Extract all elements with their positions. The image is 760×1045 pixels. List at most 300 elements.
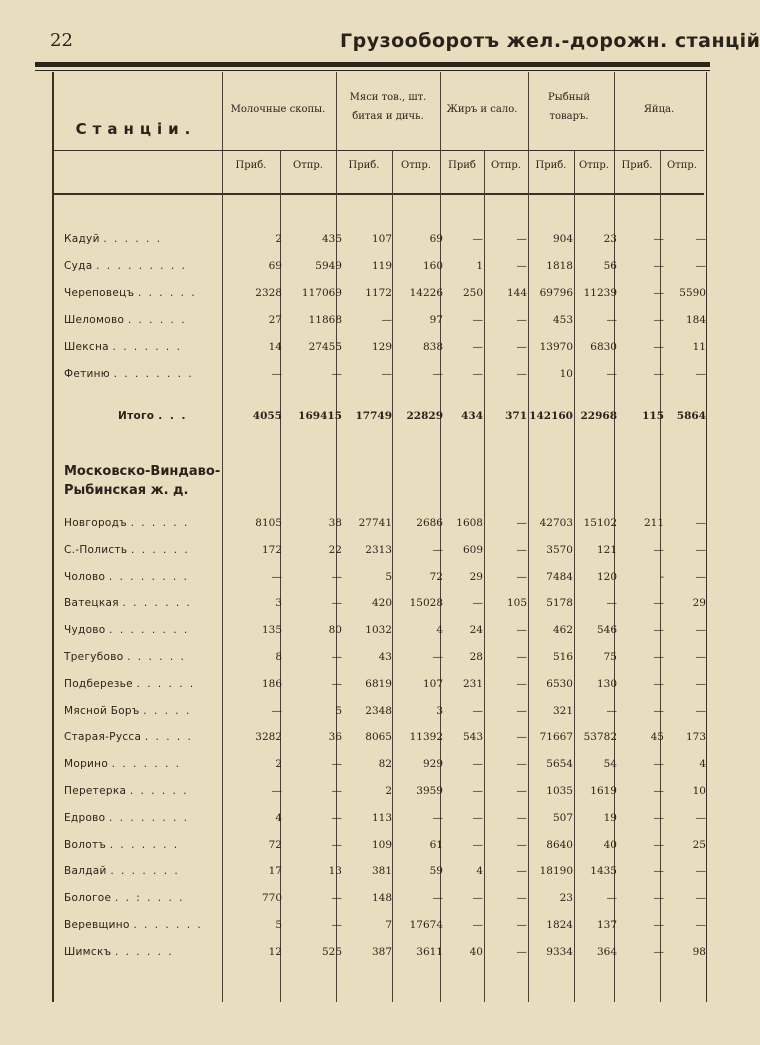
value-cell: 18190 xyxy=(539,865,573,878)
value-cell: — xyxy=(331,919,342,931)
value-cell: 56 xyxy=(603,260,617,272)
header-fish: Рыбный товаръ. xyxy=(548,92,590,122)
station-name xyxy=(64,233,162,245)
value-cell: 3611 xyxy=(416,945,443,958)
value-cell: 137 xyxy=(596,919,617,931)
station-name xyxy=(64,597,192,609)
value-cell: — xyxy=(653,341,664,353)
value-cell: — xyxy=(606,368,617,380)
station-name xyxy=(64,287,197,299)
column-divider xyxy=(440,72,441,1002)
value-cell: — xyxy=(653,677,664,690)
value-cell: 82 xyxy=(378,758,392,771)
station-name xyxy=(64,544,190,556)
value-cell: 929 xyxy=(422,758,443,771)
value-cell: — xyxy=(331,368,342,380)
value-cell: — xyxy=(653,838,664,851)
value-cell: — xyxy=(695,677,706,690)
value-cell: — xyxy=(472,314,483,326)
value-cell: 462 xyxy=(552,624,573,637)
value-cell: 109 xyxy=(371,838,392,851)
value-cell: — xyxy=(653,945,664,958)
subheader-arrived: Приб. xyxy=(348,160,380,171)
header-eggs: Яйца. xyxy=(643,104,675,115)
value-cell: 3 xyxy=(275,597,282,610)
header-rule-thick xyxy=(35,62,710,67)
value-cell: 22829 xyxy=(406,410,443,422)
value-cell: — xyxy=(516,811,527,824)
value-cell: 24 xyxy=(469,624,483,637)
value-cell: 11 xyxy=(692,341,706,353)
value-cell: - xyxy=(660,570,664,583)
value-cell: 6819 xyxy=(365,677,392,690)
value-cell: 4 xyxy=(436,624,443,637)
value-cell: — xyxy=(695,811,706,824)
leader-dots: . . . . . . . . xyxy=(108,570,189,583)
station-label: Итого xyxy=(118,410,155,422)
value-cell: 43 xyxy=(378,651,392,663)
value-cell: — xyxy=(381,314,392,326)
value-cell: 2 xyxy=(275,233,282,245)
value-cell: 54 xyxy=(603,758,617,771)
value-cell: 120 xyxy=(596,570,617,583)
value-cell: — xyxy=(516,838,527,851)
leader-dots: . . . . . . . . xyxy=(113,368,194,380)
value-cell: 72 xyxy=(268,838,282,851)
value-cell: 5864 xyxy=(676,410,706,422)
station-label: Чолово xyxy=(64,570,106,583)
value-cell: — xyxy=(516,758,527,771)
value-cell: 17749 xyxy=(355,410,392,422)
station-name xyxy=(64,919,203,931)
value-cell: 4 xyxy=(476,865,483,878)
value-cell: 23 xyxy=(603,233,617,245)
value-cell: — xyxy=(653,811,664,824)
station-name xyxy=(64,946,174,958)
value-cell: — xyxy=(653,919,664,931)
leader-dots: . . . xyxy=(158,410,188,422)
value-cell: — xyxy=(331,677,342,690)
value-cell: 1619 xyxy=(590,785,617,797)
value-cell: 5590 xyxy=(679,287,706,299)
value-cell: 770 xyxy=(261,892,282,905)
value-cell: 10 xyxy=(692,785,706,797)
value-cell: 17674 xyxy=(409,919,443,931)
leader-dots: . . : . . . . xyxy=(114,892,185,905)
station-label: Фетиню xyxy=(64,368,110,380)
station-label: Веревщино xyxy=(64,919,130,931)
value-cell: — xyxy=(516,704,527,717)
table-row xyxy=(0,839,716,855)
value-cell: 546 xyxy=(596,624,617,637)
value-cell: — xyxy=(695,704,706,717)
station-label: С.-Полисть xyxy=(64,543,128,556)
value-cell: 36 xyxy=(328,731,342,744)
value-cell: 2686 xyxy=(416,517,443,529)
table-row xyxy=(0,341,716,357)
header-subrule xyxy=(52,150,704,151)
table-row xyxy=(0,892,716,908)
value-cell: 13970 xyxy=(539,341,573,353)
value-cell: 27741 xyxy=(358,517,392,529)
value-cell: 1172 xyxy=(365,287,392,299)
value-cell: 129 xyxy=(371,341,392,353)
value-cell: — xyxy=(606,314,617,326)
station-name xyxy=(64,731,193,743)
value-cell: 211 xyxy=(643,517,664,529)
value-cell: 19 xyxy=(603,811,617,824)
value-cell: 113 xyxy=(371,811,392,824)
value-cell: 22 xyxy=(328,543,342,556)
value-cell: — xyxy=(653,865,664,878)
value-cell: 4 xyxy=(275,811,282,824)
value-cell: 1032 xyxy=(365,624,392,637)
station-label: Валдай xyxy=(64,865,107,878)
station-name xyxy=(64,865,180,877)
station-label: Суда xyxy=(64,260,93,272)
stations-header: Станціи. xyxy=(75,120,197,138)
value-cell: — xyxy=(331,785,342,797)
value-cell: 59 xyxy=(429,865,443,878)
station-name xyxy=(118,410,188,422)
value-cell: 8105 xyxy=(255,517,282,529)
value-cell: — xyxy=(653,651,664,663)
value-cell: 9334 xyxy=(546,945,573,958)
table-row xyxy=(0,946,716,962)
value-cell: 23 xyxy=(559,892,573,905)
value-cell: 29 xyxy=(469,570,483,583)
station-name xyxy=(64,758,181,770)
value-cell: 364 xyxy=(596,945,617,958)
leader-dots: . . . . . . xyxy=(127,314,187,326)
value-cell: — xyxy=(516,260,527,272)
table-row xyxy=(0,758,716,774)
value-cell: 543 xyxy=(462,731,483,744)
value-cell: 5 xyxy=(275,919,282,931)
station-label: Череповецъ xyxy=(64,287,135,299)
header-rule-thin xyxy=(35,70,710,71)
value-cell: — xyxy=(516,785,527,797)
value-cell: — xyxy=(695,260,706,272)
leader-dots: . . . . . . . xyxy=(109,838,180,851)
value-cell: 71667 xyxy=(539,731,573,744)
value-cell: — xyxy=(271,785,282,797)
station-label: Подберезье xyxy=(64,677,133,690)
value-cell: 27455 xyxy=(308,341,342,353)
value-cell: 119 xyxy=(371,260,392,272)
value-cell: 8 xyxy=(275,651,282,663)
section-title-line-2: Рыбинская ж. д. xyxy=(64,483,189,498)
section-title-line-1: Московско-Виндаво- xyxy=(64,464,221,479)
column-divider xyxy=(222,72,223,1002)
value-cell: — xyxy=(271,704,282,717)
value-cell: — xyxy=(432,651,443,663)
leader-dots: . . . . . . . xyxy=(122,597,192,610)
leader-dots: . . . . . . xyxy=(137,287,197,299)
leader-dots: . . . . . . xyxy=(114,945,174,958)
table-row xyxy=(0,678,716,694)
value-cell: — xyxy=(472,368,483,380)
value-cell: 12 xyxy=(268,945,282,958)
value-cell: — xyxy=(472,597,483,610)
value-cell: 28 xyxy=(469,651,483,663)
value-cell: 142160 xyxy=(529,410,573,422)
section-title xyxy=(64,462,220,500)
value-cell: — xyxy=(472,704,483,717)
value-cell: — xyxy=(695,570,706,583)
value-cell: 387 xyxy=(371,945,392,958)
value-cell: 72 xyxy=(429,570,443,583)
value-cell: 184 xyxy=(685,314,706,326)
leader-dots: . . . . . . . xyxy=(112,341,182,353)
value-cell: 1 xyxy=(476,260,483,272)
value-cell: 250 xyxy=(462,287,483,299)
subheader-shipped: Отпр. xyxy=(667,160,697,171)
value-cell: — xyxy=(653,233,664,245)
value-cell: 1435 xyxy=(590,865,617,878)
value-cell: 53782 xyxy=(583,731,617,744)
station-label: Кадуй xyxy=(64,233,100,245)
value-cell: 40 xyxy=(469,945,483,958)
value-cell: 121 xyxy=(596,543,617,556)
value-cell: 107 xyxy=(422,677,443,690)
value-cell: 144 xyxy=(506,287,527,299)
value-cell: 3282 xyxy=(255,731,282,744)
value-cell: 186 xyxy=(261,677,282,690)
leader-dots: . . . . . . xyxy=(127,651,186,663)
table-frame xyxy=(52,72,707,1002)
value-cell: — xyxy=(516,341,527,353)
value-cell: — xyxy=(472,838,483,851)
leader-dots: . . . . . . . . xyxy=(109,624,190,637)
value-cell: — xyxy=(381,368,392,380)
table-row xyxy=(0,368,716,384)
value-cell: 17 xyxy=(268,865,282,878)
leader-dots: . . . . . . . xyxy=(111,758,182,771)
value-cell: — xyxy=(653,260,664,272)
station-label: Морино xyxy=(64,758,109,771)
value-cell: — xyxy=(516,314,527,326)
value-cell: — xyxy=(432,543,443,556)
column-divider xyxy=(528,72,529,1002)
station-label: Шексна xyxy=(64,341,109,353)
value-cell: 117069 xyxy=(301,287,342,299)
value-cell: — xyxy=(653,597,664,610)
value-cell: — xyxy=(516,651,527,663)
value-cell: 2313 xyxy=(365,543,392,556)
value-cell: — xyxy=(472,919,483,931)
value-cell: 130 xyxy=(596,677,617,690)
leader-dots: . . . . . . . xyxy=(133,919,203,931)
station-label: Шимскъ xyxy=(64,945,112,958)
value-cell: 11868 xyxy=(308,314,342,326)
value-cell: 69 xyxy=(429,233,443,245)
value-cell: 3959 xyxy=(416,785,443,797)
subheader-shipped: Отпр. xyxy=(491,160,521,171)
value-cell: — xyxy=(472,785,483,797)
leader-dots: . . . . . xyxy=(143,704,192,717)
leader-dots: . . . . . . xyxy=(131,543,190,556)
leader-dots: . . . . . . . . . xyxy=(96,260,187,272)
value-cell: — xyxy=(432,368,443,380)
value-cell: 838 xyxy=(422,341,443,353)
station-name xyxy=(64,678,195,690)
value-cell: 321 xyxy=(552,704,573,717)
value-cell: 1818 xyxy=(546,260,573,272)
table-row xyxy=(0,597,716,613)
table-row xyxy=(0,865,716,881)
leader-dots: . . . . . . xyxy=(136,677,196,690)
value-cell: 609 xyxy=(462,543,483,556)
page-title: Грузооборотъ жел.-дорожн. станцій xyxy=(340,30,760,52)
value-cell: — xyxy=(331,651,342,663)
table-row xyxy=(0,571,716,587)
value-cell: 29 xyxy=(692,597,706,610)
value-cell: — xyxy=(472,341,483,353)
value-cell: 135 xyxy=(261,624,282,637)
table-row xyxy=(0,287,716,303)
value-cell: 8065 xyxy=(365,731,392,744)
value-cell: — xyxy=(653,287,664,299)
value-cell: — xyxy=(432,811,443,824)
station-name xyxy=(64,785,189,797)
value-cell: — xyxy=(695,919,706,931)
value-cell: 2348 xyxy=(365,704,392,717)
value-cell: 4055 xyxy=(252,410,282,422)
table-row xyxy=(0,812,716,828)
station-label: Чудово xyxy=(64,624,106,637)
value-cell: 42703 xyxy=(539,517,573,529)
value-cell: 420 xyxy=(371,597,392,610)
subheader-arrived: Приб xyxy=(448,160,476,171)
station-name xyxy=(64,624,189,636)
station-name xyxy=(64,812,189,824)
value-cell: — xyxy=(516,368,527,380)
value-cell: — xyxy=(653,704,664,717)
station-label: Шеломово xyxy=(64,314,125,326)
table-row xyxy=(0,705,716,721)
value-cell: — xyxy=(653,624,664,637)
value-cell: 5654 xyxy=(546,758,573,771)
value-cell: — xyxy=(695,892,706,905)
value-cell: — xyxy=(695,651,706,663)
value-cell: 1824 xyxy=(546,919,573,931)
station-name xyxy=(64,517,189,529)
value-cell: 2 xyxy=(385,785,392,797)
value-cell: — xyxy=(331,838,342,851)
value-cell: — xyxy=(331,811,342,824)
header-meat: Мяси тов., шт. битая и дичь. xyxy=(349,92,427,122)
value-cell: — xyxy=(331,758,342,771)
value-cell: 3570 xyxy=(546,543,573,556)
value-cell: 1608 xyxy=(456,517,483,529)
value-cell: 6830 xyxy=(590,341,617,353)
value-cell: 13 xyxy=(328,865,342,878)
leader-dots: . . . . . . xyxy=(129,785,189,797)
value-cell: — xyxy=(516,543,527,556)
value-cell: 2328 xyxy=(255,287,282,299)
subheader-arrived: Приб. xyxy=(535,160,567,171)
table-row xyxy=(0,785,716,801)
value-cell: — xyxy=(653,758,664,771)
value-cell: 3 xyxy=(436,704,443,717)
value-cell: 69 xyxy=(268,260,282,272)
value-cell: — xyxy=(516,570,527,583)
value-cell: 10 xyxy=(559,368,573,380)
value-cell: — xyxy=(472,758,483,771)
table-row xyxy=(0,233,716,249)
value-cell: 904 xyxy=(552,233,573,245)
value-cell: — xyxy=(516,945,527,958)
value-cell: — xyxy=(653,543,664,556)
value-cell: 148 xyxy=(371,892,392,905)
total-row xyxy=(0,410,716,426)
value-cell: 14226 xyxy=(409,287,443,299)
value-cell: — xyxy=(516,624,527,637)
value-cell: 453 xyxy=(552,314,573,326)
value-cell: 107 xyxy=(371,233,392,245)
station-name xyxy=(64,571,189,583)
value-cell: — xyxy=(271,368,282,380)
leader-dots: . . . . . . xyxy=(130,517,190,529)
value-cell: 27 xyxy=(268,314,282,326)
subheader-shipped: Отпр. xyxy=(293,160,323,171)
leader-dots: . . . . . . . xyxy=(110,865,180,878)
value-cell: 11239 xyxy=(583,287,617,299)
value-cell: — xyxy=(516,892,527,905)
subheader-arrived: Приб. xyxy=(621,160,653,171)
station-label: Перетерка xyxy=(64,785,127,797)
value-cell: 231 xyxy=(462,677,483,690)
value-cell: — xyxy=(653,314,664,326)
table-row xyxy=(0,260,716,276)
column-divider xyxy=(614,72,615,1002)
station-label: Мясной Боръ xyxy=(64,704,140,717)
station-label: Ватецкая xyxy=(64,597,119,610)
value-cell: 98 xyxy=(692,945,706,958)
value-cell: 69796 xyxy=(539,287,573,299)
value-cell: — xyxy=(472,811,483,824)
value-cell: 5 xyxy=(385,570,392,583)
header-fat: Жиръ и сало. xyxy=(446,104,518,115)
table-row xyxy=(0,517,716,533)
subheader-arrived: Приб. xyxy=(235,160,267,171)
page-number: 22 xyxy=(50,30,73,51)
value-cell: 97 xyxy=(429,314,443,326)
value-cell: — xyxy=(331,597,342,610)
table-row xyxy=(0,624,716,640)
value-cell: 75 xyxy=(603,651,617,663)
value-cell: 381 xyxy=(371,865,392,878)
value-cell: 45 xyxy=(650,731,664,744)
value-cell: 105 xyxy=(506,597,527,610)
table-row xyxy=(0,314,716,330)
value-cell: 525 xyxy=(321,945,342,958)
station-name xyxy=(64,651,186,663)
table-row xyxy=(0,919,716,935)
value-cell: — xyxy=(472,233,483,245)
value-cell: — xyxy=(516,731,527,744)
station-name xyxy=(64,368,194,380)
value-cell: — xyxy=(516,677,527,690)
table-row xyxy=(0,651,716,667)
value-cell: — xyxy=(653,892,664,905)
column-divider xyxy=(336,72,337,1002)
value-cell: — xyxy=(432,892,443,905)
value-cell: 25 xyxy=(692,838,706,851)
value-cell: — xyxy=(271,570,282,583)
value-cell: 40 xyxy=(603,838,617,851)
